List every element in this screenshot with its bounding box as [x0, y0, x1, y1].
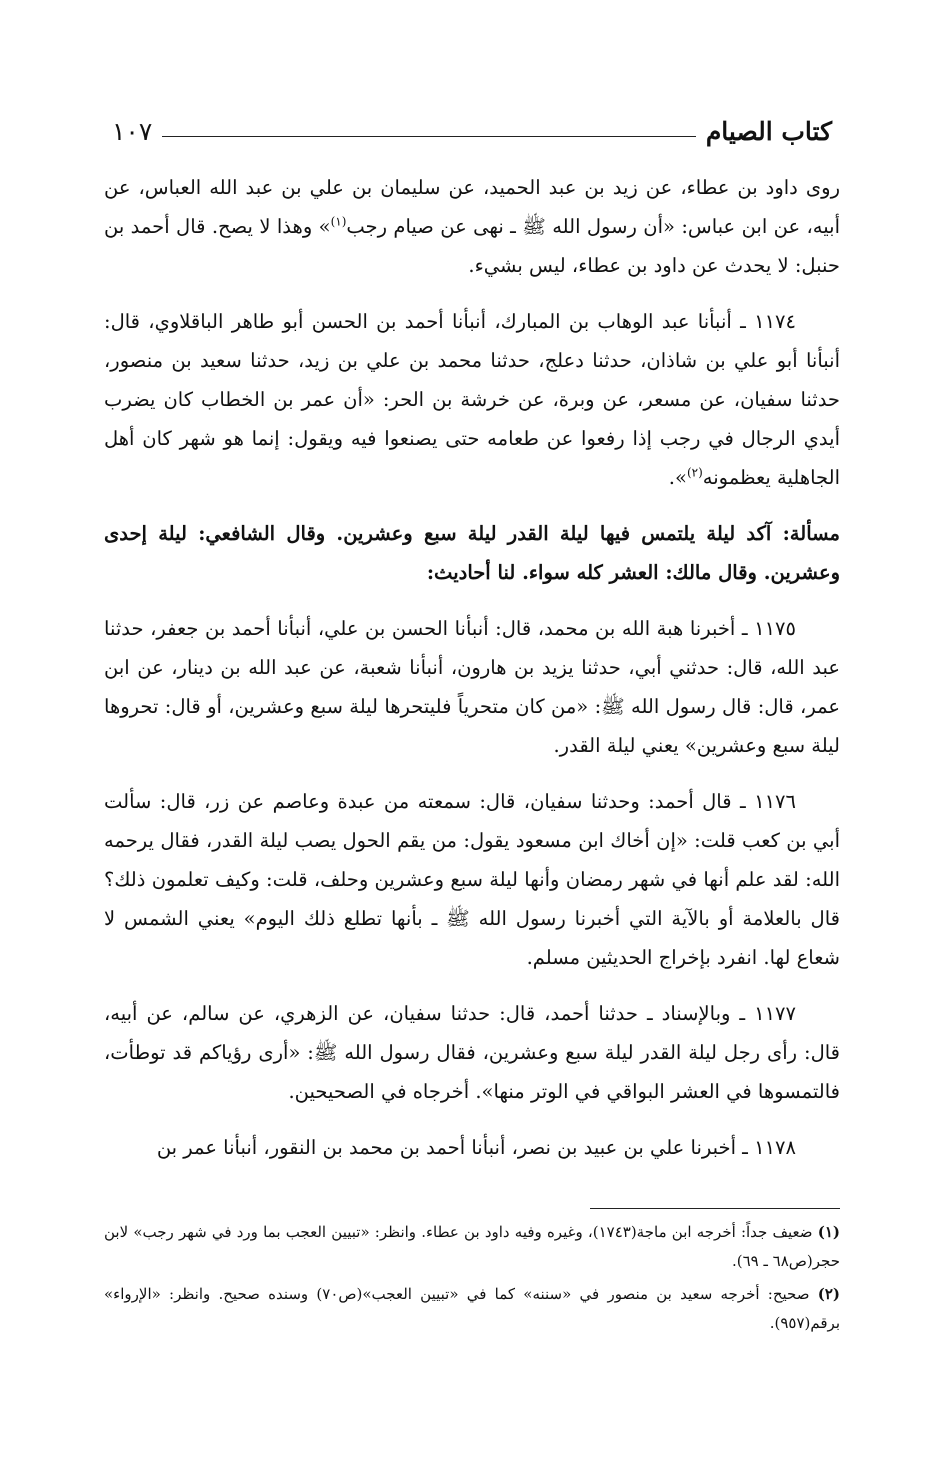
paragraph-1-text: روى داود بن عطاء، عن زيد بن عبد الحميد، عن سليمان بن علي بن عبد الله العباس، عن أبيه، عن ابن عباس: «أن رسول الله ﷺ ـ نهى عن صيام رجب — [104, 176, 840, 238]
book-title: كتاب الصيام — [705, 117, 832, 146]
hadith-1176: ١١٧٦ ـ قال أحمد: وحدثنا سفيان، قال: سمعته من عبدة وعاصم عن زر، قال: سألت أبي بن كعب قلت: «إن أخاك ابن مسعود يقول: من يقم الحول يصب ليلة القدر، فقال يرحمه الله: لقد علم أنها في شهر رمضان وأنها ليلة سبع وعشرين وحلف، قلت: وكيف تعلمون ذلك؟ قال بالعلامة أو بالآية التي أخبرنا رسول الله ﷺ ـ بأنها تطلع ذلك اليوم» يعني الشمس لا شعاع لها. انفرد بإخراج الحديثين مسلم. — [104, 790, 840, 969]
footnote-2 — [104, 1280, 840, 1338]
masala-text: آكد ليلة يلتمس فيها ليلة القدر ليلة سبع وعشرين. وقال الشافعي: ليلة إحدى وعشرين. وقال مالك: العشر كله سواء. لنا أحاديث: — [104, 522, 840, 584]
hadith-1174 — [104, 302, 840, 497]
footnote-ref-2: (٢) — [686, 465, 703, 480]
hadith-1177: ١١٧٧ ـ وبالإسناد ـ حدثنا أحمد، قال: حدثنا سفيان، عن الزهري، عن سالم، عن أبيه، قال: رأى رجل ليلة القدر ليلة سبع وعشرين، فقال رسول الله ﷺ: «أرى رؤياكم قد توطأت، فالتمسوها في العشر البواقي في الوتر منها». أخرجاه في الصحيحين. — [104, 1002, 840, 1103]
footnote-1-text: ضعيف جداً: أخرجه ابن ماجة(١٧٤٣)، وغيره وفيه داود بن عطاء. وانظر: «تبيين العجب بما ورد في شهر رجب» لابن حجر(ص٦٨ ـ ٦٩). — [104, 1223, 840, 1270]
paragraph-1-tail: » وهذا لا يصح. قال أحمد بن حنبل: لا يحدث عن داود بن عطاء، ليس بشيء. — [104, 215, 840, 277]
footnotes — [104, 1218, 840, 1342]
hadith-1178: ١١٧٨ ـ أخبرنا علي بن عبيد بن نصر، أنبأنا أحمد بن محمد بن النقور، أنبأنا عمر بن — [156, 1136, 796, 1159]
footnote-2-label: (٢) — [817, 1285, 840, 1303]
running-header — [112, 106, 832, 146]
masala-label: مسألة: — [782, 522, 840, 545]
hadith-1174-text: ١١٧٤ ـ أنبأنا عبد الوهاب بن المبارك، أنبأنا أحمد بن الحسن أبو طاهر الباقلاوي، قال: أنبأنا أبو علي بن شاذان، حدثنا دعلج، حدثنا محمد بن علي بن زيد، حدثنا سعيد بن منصور، حدثنا سفيان، عن مسعر، عن وبرة، عن خرشة بن الحر: «أن عمر بن الخطاب كان يضرب أيدي الرجال في رجب إذا رفعوا عن طعامه حتى يصنعوا فيه ويقول: إنما هو شهر كان أهل الجاهلية يعظمونه — [104, 310, 840, 489]
footnote-ref-1: (١) — [330, 214, 347, 229]
hadith-1175: ١١٧٥ ـ أخبرنا هبة الله بن محمد، قال: أنبأنا الحسن بن علي، أنبأنا أحمد بن جعفر، حدثنا عبد الله، قال: حدثني أبي، حدثنا يزيد بن هارون، أنبأنا شعبة، عن عبد الله بن دينار، عن ابن عمر، قال: قال رسول الله ﷺ: «من كان متحرياً فليتحرها ليلة سبع وعشرين، أو قال: تحروها ليلة سبع وعشرين» يعني ليلة القدر. — [104, 617, 840, 757]
main-text — [104, 168, 840, 1184]
footnote-1 — [104, 1218, 840, 1276]
footnote-1-label: (١) — [817, 1223, 840, 1241]
page-number: ١٠٧ — [112, 117, 153, 146]
footnote-separator — [590, 1208, 840, 1209]
paragraph-1 — [104, 168, 840, 285]
hadith-1174-tail: ». — [668, 466, 687, 489]
header-rule — [162, 136, 696, 137]
masala-issue — [104, 514, 840, 592]
footnote-2-text: صحيح: أخرجه سعيد بن منصور في «سننه» كما في «تبيين العجب»(ص٧٠) وسنده صحيح. وانظر: «الإرواء» برقم(٩٥٧). — [104, 1285, 840, 1332]
